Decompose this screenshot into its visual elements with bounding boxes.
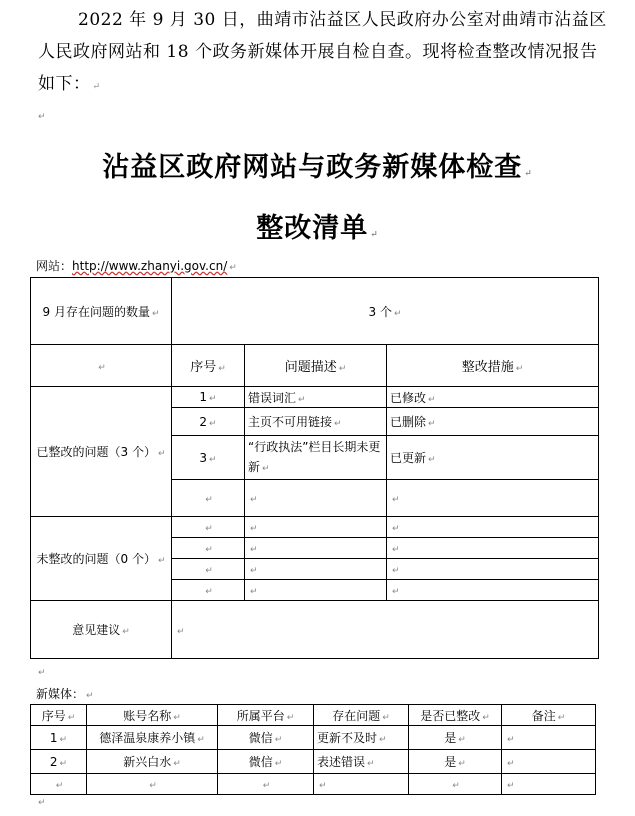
media-row-fixed — [409, 726, 502, 750]
row-desc — [245, 580, 387, 601]
media-section-label — [36, 685, 94, 702]
row-desc-text: 主页不可用链接 — [248, 415, 333, 429]
row-no — [172, 538, 245, 559]
media-fixed-text: 是 — [444, 731, 457, 745]
paragraph-mark: ↵ — [151, 308, 160, 319]
paragraph-mark: ↵ — [209, 394, 217, 404]
paragraph-mark: ↵ — [262, 463, 270, 474]
media-row-name — [87, 750, 218, 774]
opinion-row — [31, 601, 599, 659]
row-desc — [245, 517, 387, 538]
row-no-text: 1 — [199, 390, 208, 404]
issue-count-label-cell — [31, 278, 172, 345]
row-measure — [387, 436, 599, 480]
paragraph-mark: ↵ — [452, 781, 460, 791]
paragraph-mark: ↵ — [250, 545, 258, 555]
row-desc — [245, 436, 387, 480]
website-line — [36, 257, 237, 274]
paragraph-mark: ↵ — [38, 112, 46, 122]
paragraph-mark: ↵ — [38, 668, 46, 678]
media-row-platform — [218, 750, 314, 774]
row-measure-text: 已修改 — [390, 390, 427, 405]
paragraph-mark: ↵ — [392, 495, 400, 505]
paragraph-mark: ↵ — [250, 524, 258, 534]
media-name-text: 新兴白水 — [123, 755, 172, 769]
paragraph-mark: ↵ — [428, 455, 436, 465]
website-check-table — [30, 277, 599, 659]
media-header-text: 是否已整改 — [420, 708, 481, 723]
media-row-remark — [502, 750, 596, 774]
issue-count-value: 3 个 — [368, 304, 392, 319]
paragraph-mark: ↵ — [205, 587, 213, 597]
table-row — [31, 387, 599, 408]
row-desc — [245, 408, 387, 436]
intro-text: 2022 年 9 月 30 日，曲靖市沾益区人民政府办公室对曲靖市沾益区人民政府网站和 18 个政务新媒体开展自检自查。现将检查整改情况报告如下： — [38, 10, 607, 94]
website-url[interactable]: http://www.zhanyi.gov.cn/ — [72, 259, 228, 273]
unfixed-issues-label: 未整改的问题（0 个） — [36, 552, 156, 566]
row-measure — [387, 517, 599, 538]
paragraph-mark: ↵ — [274, 759, 283, 769]
paragraph-mark: ↵ — [557, 712, 566, 723]
unfixed-issues-label-cell — [31, 517, 172, 601]
row-measure — [387, 387, 599, 408]
row-desc — [245, 559, 387, 580]
table-row — [31, 750, 596, 774]
media-header-text: 所属平台 — [236, 708, 285, 723]
paragraph-mark: ↵ — [382, 712, 390, 723]
paragraph-mark: ↵ — [205, 545, 213, 555]
row-desc — [245, 480, 387, 517]
row-no — [172, 387, 245, 408]
paragraph-mark: ↵ — [98, 362, 106, 373]
media-row-fixed — [409, 774, 502, 795]
media-header-text: 存在问题 — [332, 708, 381, 723]
paragraph-mark: ↵ — [379, 735, 387, 745]
paragraph-mark: ↵ — [92, 82, 101, 92]
paragraph-mark: ↵ — [55, 781, 64, 791]
paragraph-mark: ↵ — [157, 449, 166, 459]
fixed-issues-label: 已整改的问题（3 个） — [36, 445, 156, 459]
row-measure — [387, 538, 599, 559]
paragraph-mark: ↵ — [197, 735, 205, 745]
media-row-platform — [218, 774, 314, 795]
paragraph-mark: ↵ — [38, 798, 46, 808]
opinion-label-cell — [31, 601, 172, 659]
paragraph-mark: ↵ — [458, 759, 466, 769]
paragraph-mark: ↵ — [157, 556, 166, 566]
media-header-no — [31, 705, 87, 726]
paragraph-mark: ↵ — [507, 781, 515, 791]
header-desc-text: 问题描述 — [284, 360, 337, 375]
paragraph-mark: ↵ — [218, 364, 226, 374]
table-row — [31, 726, 596, 750]
paragraph-mark: ↵ — [59, 734, 68, 745]
media-no-text: 1 — [49, 730, 58, 745]
paragraph-mark: ↵ — [319, 781, 327, 791]
table-row — [31, 774, 596, 795]
empty-header-cell — [31, 345, 172, 387]
row-no — [172, 436, 245, 480]
row-no — [172, 559, 245, 580]
row-no-text: 3 — [199, 450, 208, 465]
header-measure-text: 整改措施 — [461, 360, 514, 375]
paragraph-mark: ↵ — [334, 419, 342, 429]
intro-paragraph — [38, 4, 610, 103]
paragraph-mark: ↵ — [392, 566, 400, 576]
header-no — [172, 345, 245, 387]
media-row-name — [87, 726, 218, 750]
paragraph-mark: ↵ — [370, 230, 379, 240]
media-header-problem — [314, 705, 409, 726]
paragraph-mark: ↵ — [428, 419, 436, 429]
paragraph-mark: ↵ — [149, 781, 157, 791]
paragraph-mark: ↵ — [173, 759, 181, 769]
row-measure — [387, 559, 599, 580]
media-row-remark — [502, 726, 596, 750]
paragraph-mark: ↵ — [205, 495, 213, 505]
media-row-problem — [314, 750, 409, 774]
row-desc — [245, 538, 387, 559]
title-line-1: 沾益区政府网站与政务新媒体检查 — [102, 152, 523, 183]
row-no-text: 2 — [199, 414, 208, 429]
paragraph-mark: ↵ — [67, 712, 76, 723]
media-no-text: 2 — [49, 754, 58, 769]
paragraph-mark: ↵ — [229, 263, 237, 273]
media-row-problem — [314, 774, 409, 795]
paragraph-mark: ↵ — [482, 712, 490, 723]
media-problem-text: 更新不及时 — [317, 731, 378, 745]
paragraph-mark: ↵ — [250, 587, 258, 597]
paragraph-mark: ↵ — [428, 394, 436, 405]
header-no-text: 序号 — [190, 360, 217, 375]
paragraph-mark: ↵ — [209, 454, 217, 465]
media-check-table — [30, 704, 596, 795]
row-measure-text: 已更新 — [390, 451, 427, 465]
media-header-row — [31, 705, 596, 726]
paragraph-mark: ↵ — [205, 566, 213, 576]
issue-count-value-cell — [172, 278, 599, 345]
paragraph-mark: ↵ — [250, 566, 258, 576]
media-name-text: 德泽温泉康养小镇 — [99, 731, 196, 745]
paragraph-mark: ↵ — [338, 364, 347, 374]
paragraph-mark: ↵ — [515, 364, 524, 374]
media-header-name — [87, 705, 218, 726]
row-measure — [387, 580, 599, 601]
paragraph-mark: ↵ — [262, 781, 271, 791]
opinion-value-cell — [172, 601, 599, 659]
issue-count-label: 9 月存在问题的数量 — [42, 304, 150, 319]
paragraph-mark: ↵ — [59, 758, 68, 769]
paragraph-mark: ↵ — [392, 587, 400, 597]
row-desc-text: “行政执法”栏目长期未更新 — [248, 439, 381, 474]
paragraph-mark: ↵ — [274, 735, 283, 745]
table-header-row — [31, 345, 599, 387]
paragraph-mark: ↵ — [86, 691, 94, 701]
media-row-no — [31, 774, 87, 795]
media-fixed-text: 是 — [444, 755, 457, 769]
paragraph-mark: ↵ — [177, 626, 185, 637]
media-header-platform — [218, 705, 314, 726]
paragraph-mark: ↵ — [122, 627, 130, 637]
table-row — [31, 517, 599, 538]
row-no — [172, 408, 245, 436]
row-measure — [387, 408, 599, 436]
paragraph-mark: ↵ — [507, 758, 515, 769]
paragraph-mark: ↵ — [298, 394, 306, 405]
media-row-name — [87, 774, 218, 795]
media-header-remark — [502, 705, 596, 726]
website-label: 网站： — [36, 259, 73, 273]
paragraph-mark: ↵ — [393, 308, 402, 319]
row-desc — [245, 387, 387, 408]
media-row-remark — [502, 774, 596, 795]
row-no — [172, 480, 245, 517]
paragraph-mark: ↵ — [507, 734, 515, 745]
paragraph-mark: ↵ — [392, 545, 400, 555]
paragraph-mark: ↵ — [209, 418, 217, 429]
paragraph-mark: ↵ — [205, 524, 213, 534]
paragraph-mark: ↵ — [524, 169, 533, 179]
fixed-issues-label-cell — [31, 387, 172, 517]
media-platform-text: 微信 — [248, 755, 273, 769]
header-desc — [245, 345, 387, 387]
row-no — [172, 580, 245, 601]
media-row-platform — [218, 726, 314, 750]
row-no — [172, 517, 245, 538]
media-header-text: 账号名称 — [123, 708, 172, 723]
row-measure-text: 已删除 — [390, 415, 427, 429]
media-header-text: 序号 — [41, 708, 66, 723]
row-desc-text: 错误词汇 — [248, 390, 297, 405]
media-row-problem — [314, 726, 409, 750]
media-row-no — [31, 750, 87, 774]
media-problem-text: 表述错误 — [317, 755, 366, 769]
media-label-text: 新媒体： — [36, 687, 85, 701]
opinion-label: 意见建议 — [72, 623, 121, 637]
paragraph-mark: ↵ — [392, 524, 400, 534]
media-header-text: 备注 — [531, 708, 556, 723]
document-title — [0, 145, 635, 184]
row-measure — [387, 480, 599, 517]
media-row-no — [31, 726, 87, 750]
media-row-fixed — [409, 750, 502, 774]
document-subtitle — [0, 206, 635, 245]
paragraph-mark: ↵ — [286, 712, 295, 723]
media-header-fixed — [409, 705, 502, 726]
title-line-2: 整改清单 — [256, 213, 369, 244]
paragraph-mark: ↵ — [367, 759, 375, 769]
issue-count-row — [31, 278, 599, 345]
header-measure — [387, 345, 599, 387]
media-platform-text: 微信 — [248, 731, 273, 745]
paragraph-mark: ↵ — [458, 735, 466, 745]
paragraph-mark: ↵ — [250, 495, 258, 505]
paragraph-mark: ↵ — [173, 712, 181, 723]
